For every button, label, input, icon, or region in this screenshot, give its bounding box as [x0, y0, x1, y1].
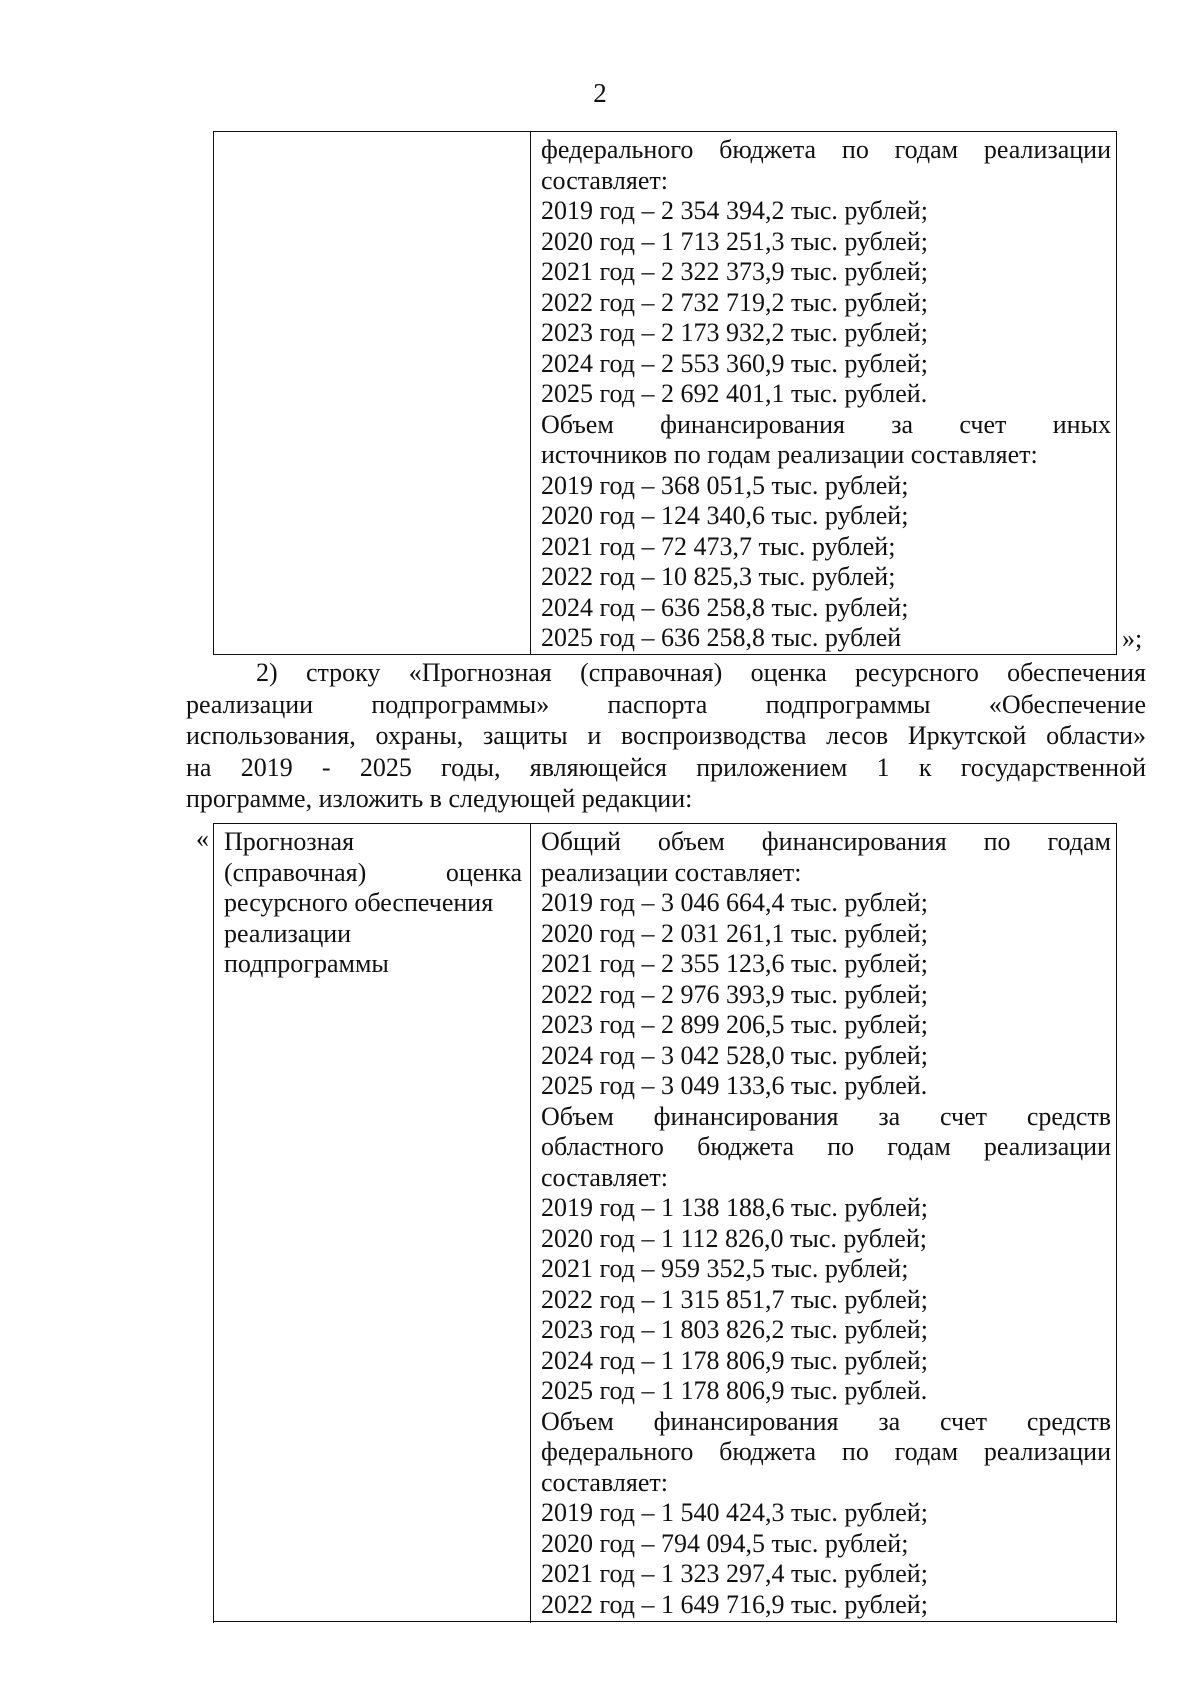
text-line: 2021 год – 2 355 123,6 тыс. рублей;	[541, 949, 928, 978]
text-line: реализации составляет:	[541, 857, 802, 887]
paragraph-line: на 2019 - 2025 годы, являющейся приложением 1 к государственной	[186, 752, 1146, 782]
text-line: 2020 год – 2 031 261,1 тыс. рублей;	[541, 918, 928, 948]
text-line: 2019 год – 368 051,5 тыс. рублей;	[541, 470, 909, 500]
text-line: 2019 год – 1 540 424,3 тыс. рублей;	[541, 1498, 928, 1527]
text-line: 2020 год – 794 094,5 тыс. рублей;	[541, 1528, 909, 1558]
column-divider	[530, 824, 531, 1623]
text-line: 2025 год – 1 178 806,9 тыс. рублей.	[541, 1376, 928, 1405]
text-line: 2021 год – 1 323 297,4 тыс. рублей;	[541, 1559, 928, 1588]
text-line: 2023 год – 2 899 206,5 тыс. рублей;	[541, 1010, 928, 1039]
table-bottom-border	[214, 1621, 1117, 1622]
page-number: 2	[593, 78, 607, 108]
paragraph-line: программе, изложить в следующей редакции:	[186, 784, 693, 813]
text-line: 2024 год – 1 178 806,9 тыс. рублей;	[541, 1345, 928, 1375]
text-line: 2022 год – 10 825,3 тыс. рублей;	[541, 562, 896, 591]
text-line: 2024 год – 3 042 528,0 тыс. рублей;	[541, 1040, 928, 1070]
text-line: федерального бюджета по годам реализации	[541, 135, 1111, 164]
text-line: 2019 год – 2 354 394,2 тыс. рублей;	[541, 196, 928, 225]
paragraph-line: реализации подпрограммы» паспорта подпрограммы «Обеспечение	[186, 689, 1146, 719]
text-line: 2022 год – 1 315 851,7 тыс. рублей;	[541, 1284, 928, 1314]
text-line: 2021 год – 2 322 373,9 тыс. рублей;	[541, 257, 928, 286]
text-line: 2020 год – 124 340,6 тыс. рублей;	[541, 501, 909, 530]
text-line: 2022 год – 1 649 716,9 тыс. рублей;	[541, 1589, 928, 1619]
text-line: Прогнозная	[224, 827, 355, 856]
text-line: составляет:	[541, 1467, 668, 1497]
table-continuation	[213, 131, 1117, 655]
text-line: федерального бюджета по годам реализации	[541, 1437, 1111, 1466]
text-line: ресурсного обеспечения	[224, 888, 494, 917]
text-line: 2024 год – 636 258,8 тыс. рублей;	[541, 592, 909, 622]
text-line: 2021 год – 72 473,7 тыс. рублей;	[541, 531, 896, 561]
text-line: областного бюджета по годам реализации	[541, 1132, 1111, 1161]
text-line: реализации	[224, 918, 352, 948]
text-line: 2019 год – 3 046 664,4 тыс. рублей;	[541, 888, 928, 917]
text-line: 2023 год – 1 803 826,2 тыс. рублей;	[541, 1315, 928, 1344]
table-right-cell	[541, 827, 1111, 1620]
text-line: составляет:	[541, 1162, 668, 1192]
text-line: 2020 год – 1 112 826,0 тыс. рублей;	[541, 1223, 927, 1253]
text-line: подпрограммы	[224, 949, 389, 978]
paragraph-line: 2) строку «Прогнозная (справочная) оценка ресурсного обеспечения	[256, 658, 1146, 687]
text-line: составляет:	[541, 165, 668, 195]
text-line: источников по годам реализации составляет:	[541, 440, 1038, 469]
amendment-paragraph	[186, 657, 1146, 815]
text-line: 2025 год – 2 692 401,1 тыс. рублей.	[541, 379, 928, 408]
text-line: Объем финансирования за счет иных	[541, 409, 1111, 439]
column-divider	[530, 132, 531, 654]
text-line: 2021 год – 959 352,5 тыс. рублей;	[541, 1254, 909, 1283]
text-line: Объем финансирования за счет средств	[541, 1101, 1111, 1131]
text-line: 2022 год – 2 732 719,2 тыс. рублей;	[541, 287, 928, 317]
text-line: 2020 год – 1 713 251,3 тыс. рублей;	[541, 226, 928, 256]
text-line: 2023 год – 2 173 932,2 тыс. рублей;	[541, 318, 928, 347]
table-right-cell	[541, 135, 1111, 654]
text-line: 2022 год – 2 976 393,9 тыс. рублей;	[541, 979, 928, 1009]
text-line: 2025 год – 3 049 133,6 тыс. рублей.	[541, 1071, 928, 1100]
table-left-cell	[224, 827, 522, 980]
resource-table	[213, 823, 1117, 1623]
text-line: 2025 год – 636 258,8 тыс. рублей	[541, 623, 902, 652]
opening-quote: «	[196, 824, 209, 853]
text-line: 2024 год – 2 553 360,9 тыс. рублей;	[541, 348, 928, 378]
paragraph-line: использования, охраны, защиты и воспроизводства лесов Иркутской области»	[186, 721, 1146, 750]
text-line: Объем финансирования за счет средств	[541, 1406, 1111, 1436]
text-line: (справочная) оценка	[224, 857, 522, 887]
text-line: 2019 год – 1 138 188,6 тыс. рублей;	[541, 1193, 928, 1222]
text-line: Общий объем финансирования по годам	[541, 827, 1111, 856]
closing-quote: »;	[1122, 624, 1143, 653]
